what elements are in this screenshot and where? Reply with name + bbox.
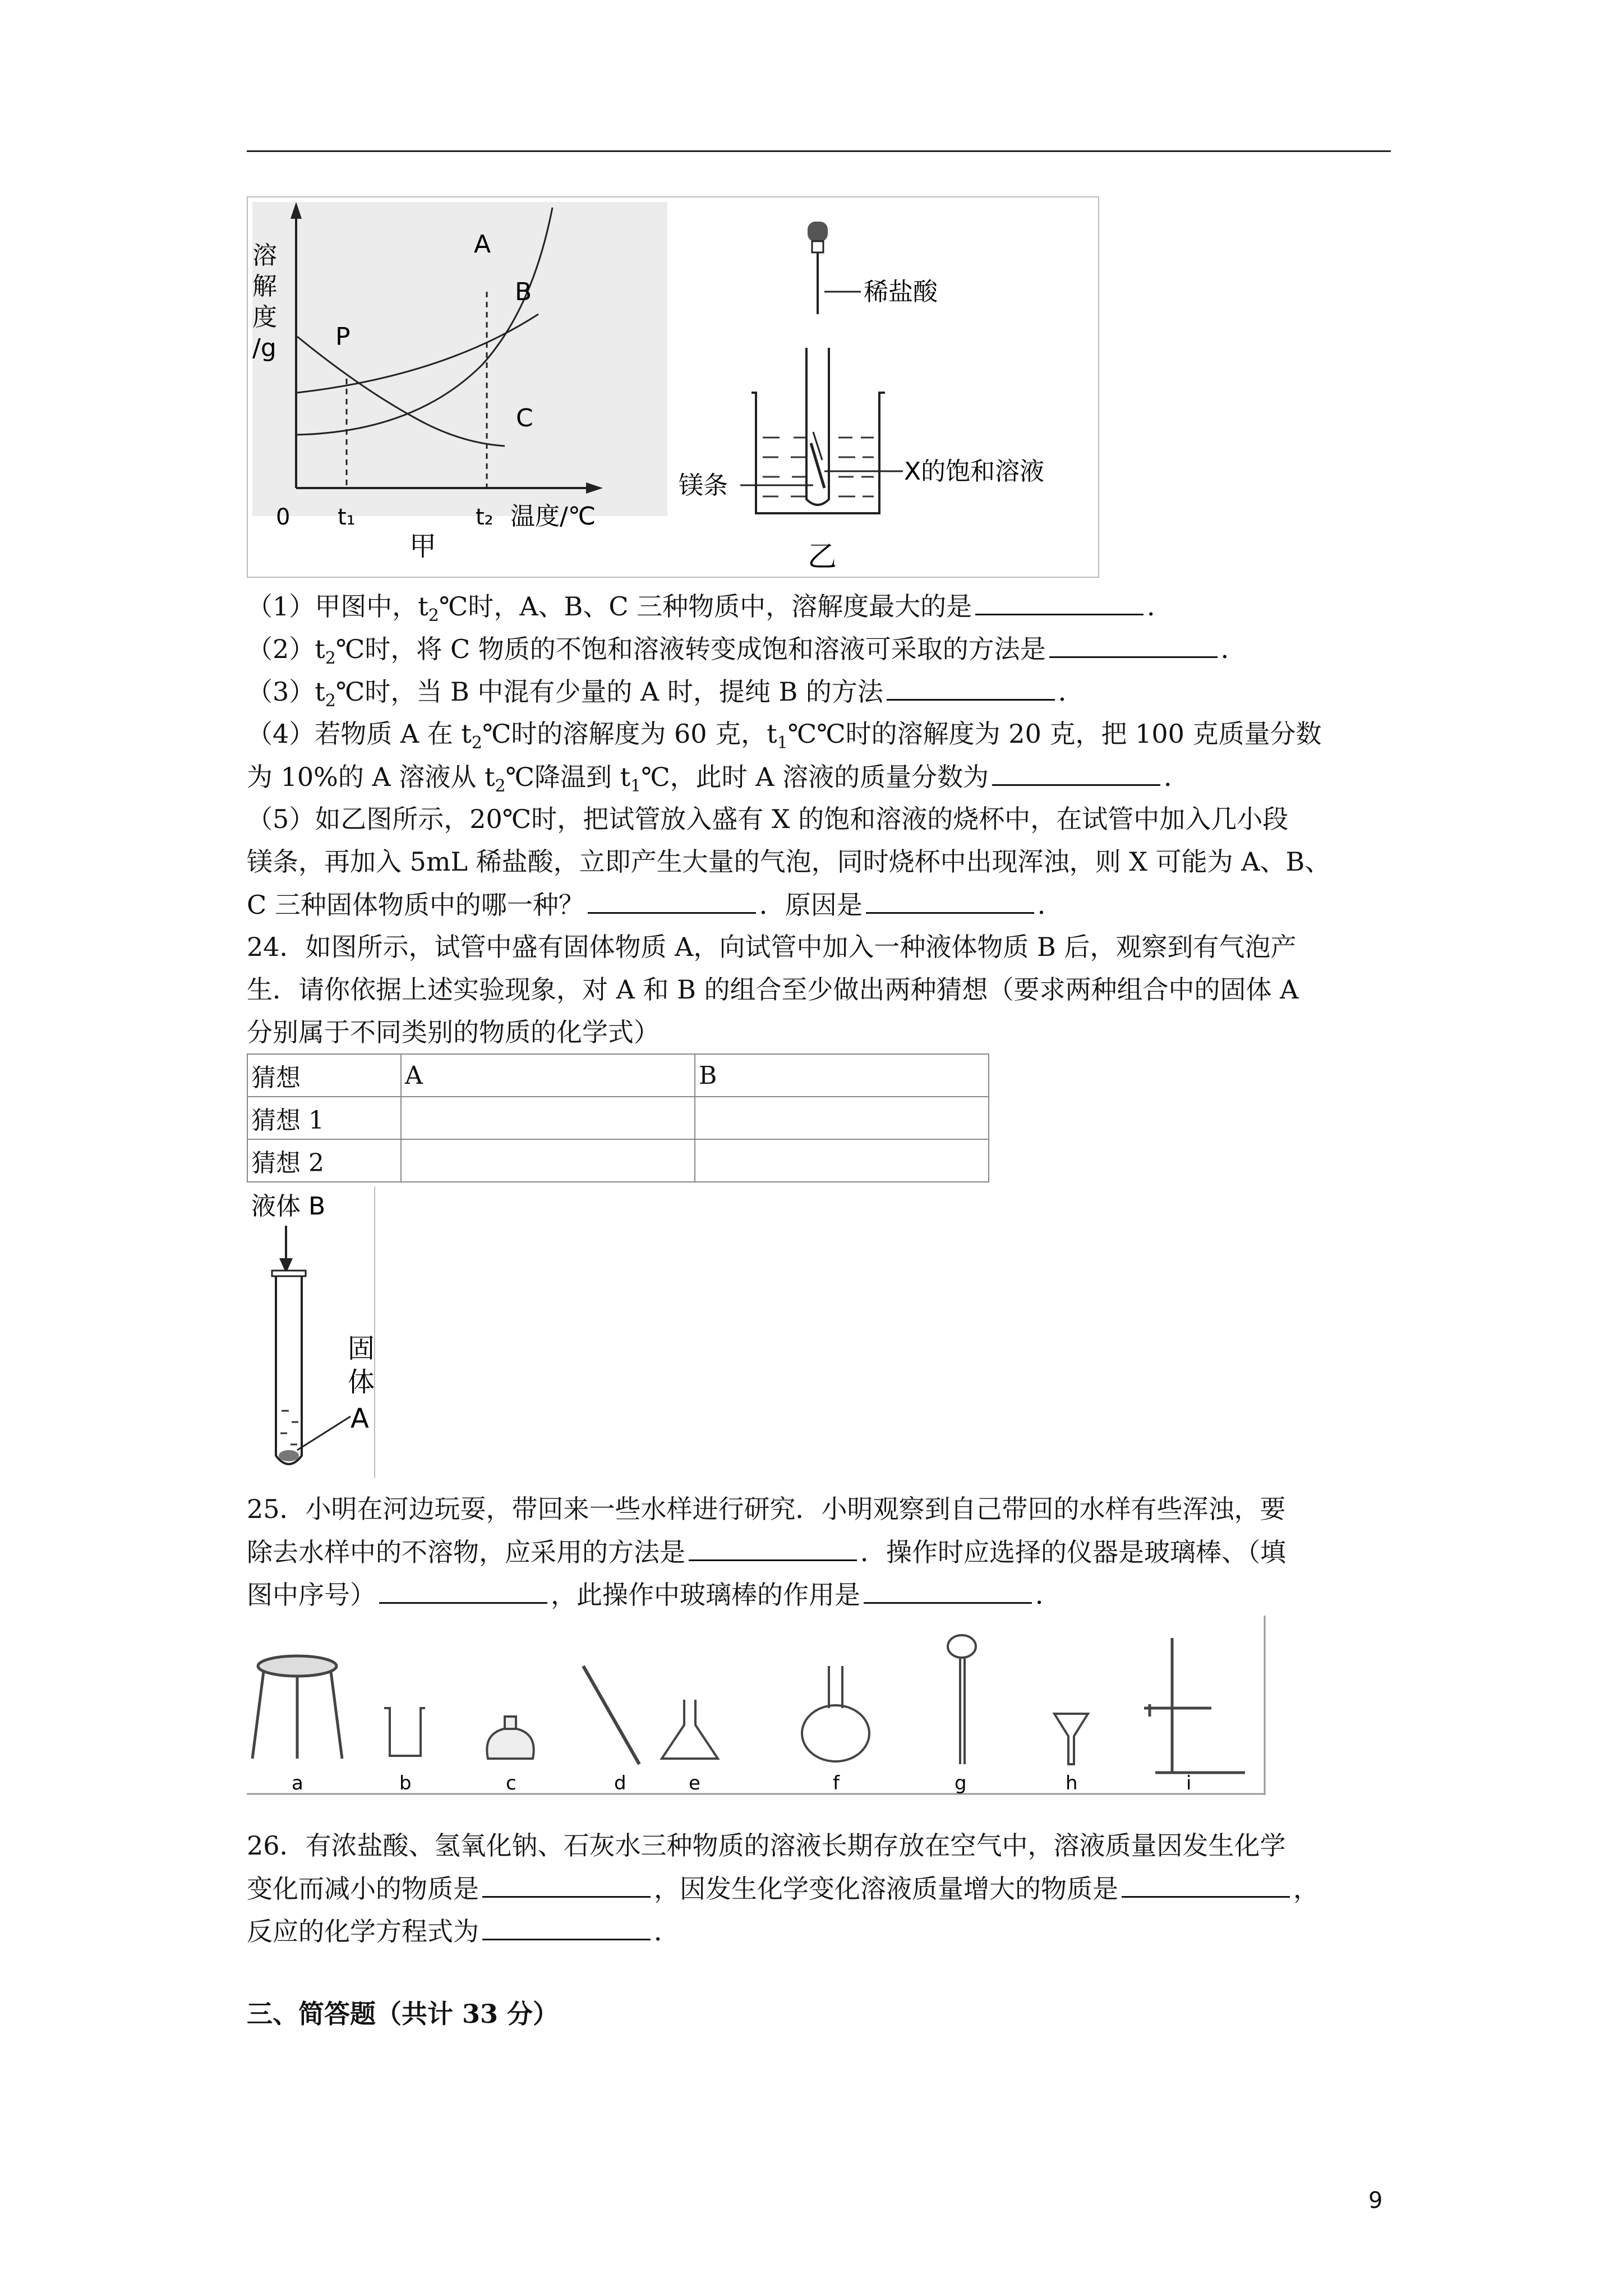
tripod-icon [252,1656,342,1759]
q25-line2: 除去水样中的不溶物，应采用的方法是 ．操作时应选择的仪器是玻璃棒、（填 [247,1535,1286,1569]
answer-blank[interactable] [992,760,1160,786]
table-cell[interactable] [401,1139,695,1182]
caption-yi: 乙 [808,540,837,574]
q24-line3: 分别属于不同类别的物质的化学式） [247,1017,660,1047]
q24-line1: 24．如图所示，试管中盛有固体物质 A，向试管中加入一种液体物质 B 后，观察到有气泡产 [247,932,1297,962]
instrument-label-e: e [689,1772,700,1795]
table-cell[interactable] [695,1097,989,1139]
table-row [247,1097,989,1139]
q23-part5-line2: 镁条，再加入 5mL 稀盐酸，立即产生大量的气泡，同时烧杯中出现浑浊，则 X 可能为 A、B、 [247,846,1331,877]
beaker-icon [384,1708,425,1756]
answer-blank[interactable] [1122,1871,1290,1898]
instrument-label-d: d [614,1772,626,1795]
label-a: A [474,230,491,259]
label-p: P [335,323,351,351]
y-label-3: 度 [252,303,277,332]
label-solid-2: 体 [348,1366,375,1398]
y-label-2: 解 [252,272,277,301]
answer-blank[interactable] [482,1871,651,1898]
table-header-row [247,1054,989,1097]
instrument-label-c: c [506,1772,517,1795]
header-rule [247,150,1391,152]
answer-blank[interactable] [379,1577,547,1604]
answer-blank[interactable] [864,1577,1032,1604]
table-cell[interactable] [695,1139,989,1182]
table-row [247,1139,989,1182]
figure-instruments [247,1616,1267,1801]
q23-part5-line3: C 三种固体物质中的哪一种？ ．原因是 ． [247,887,1063,922]
label-t1: t₁ [338,504,356,530]
label-solid-3: A [351,1403,369,1434]
table-header: A [401,1054,695,1097]
q23-part2: $(2)t_2℃$时，将 C 物质的不饱和溶液转变成饱和溶液可采取的方法是 ． [247,632,1247,675]
caption-jia: 甲 [409,531,437,562]
answer-blank[interactable] [866,887,1034,914]
label-mg: 镁条 [679,471,728,500]
label-c: C [516,404,533,432]
label-solution: X的饱和溶液 [904,457,1045,486]
answer-blank[interactable] [588,887,756,914]
q23-part4-line2: 为 10%的 A 溶液从 $t_2℃$降温到 $t_1℃$，此时 A 溶液的质量分数为 ． [247,760,1189,803]
q26-line2: 变化而减小的物质是 ，因发生化学变化溶液质量增大的物质是 ， [247,1871,1319,1906]
instrument-label-a: a [292,1772,303,1795]
dropper-icon [948,1635,976,1764]
q25-line1: 25．小明在河边玩耍，带回来一些水样进行研究．小明观察到自己带回的水样有些浑浊，要 [247,1494,1286,1524]
instrument-label-b: b [399,1772,412,1795]
answer-blank[interactable] [1049,632,1218,658]
instrument-label-h: h [1066,1772,1078,1795]
conical-flask-icon [662,1700,718,1759]
label-temperature: 温度/℃ [510,502,596,531]
glass-rod-icon [583,1666,639,1764]
funnel-icon [1054,1714,1088,1764]
label-origin: 0 [276,504,291,530]
answer-blank[interactable] [887,674,1055,701]
table-cell[interactable] [401,1097,695,1139]
figure-test-tube [247,1186,376,1478]
alcohol-lamp-icon [487,1717,533,1759]
label-t2: t₂ [476,504,494,530]
table-cell: 猜想 2 [247,1139,401,1182]
instrument-label-i: i [1186,1772,1192,1795]
y-label-4: /g [252,334,276,362]
q25-line3: 图中序号） ，此操作中玻璃棒的作用是 ． [247,1577,1061,1612]
label-liquid-b: 液体 B [251,1192,326,1221]
guess-table [247,1053,989,1182]
label-acid: 稀盐酸 [864,278,938,306]
table-header: B [695,1054,989,1097]
page-number: 9 [1368,2188,1383,2214]
q23-part5-line1: （5）如乙图所示，20℃时，把试管放入盛有 X 的饱和溶液的烧杯中，在试管中加入几小段 [247,804,1289,834]
answer-blank[interactable] [975,589,1144,615]
y-label-1: 溶 [252,241,277,270]
iron-stand-icon [1144,1638,1245,1773]
figure-solubility-and-apparatus [247,196,1099,578]
answer-blank[interactable] [689,1535,857,1561]
instrument-label-g: g [955,1772,967,1795]
q24-line2: 生．请你依据上述实验现象，对 A 和 B 的组合至少做出两种猜想（要求两种组合中的固体 A [247,974,1299,1005]
label-solid-1: 固 [348,1333,375,1364]
section-heading: 三、简答题（共计 33 分） [247,1999,559,2029]
q23-part1: （1）甲图中，$t_2℃$时，A、B、C 三种物质中，溶解度最大的是 ． [247,589,1173,633]
table-cell: 猜想 1 [247,1097,401,1139]
label-b: B [515,278,532,306]
q23-part3: $(3)t_2℃$时，当 B 中混有少量的 A 时，提纯 B 的方法 ． [247,674,1084,718]
round-flask-icon [802,1666,869,1761]
answer-blank[interactable] [482,1914,651,1940]
table-header: 猜想 [247,1054,401,1097]
q26-line1: 26．有浓盐酸、氢氧化钠、石灰水三种物质的溶液长期存放在空气中，溶液质量因发生化学 [247,1830,1286,1861]
instrument-label-f: f [833,1772,840,1795]
q23-part4-line1: （4）若物质 A 在 $t_2℃$时的溶解度为 60 克，$t_1℃℃$时的溶解度为 20 克，把 100 克质量分数 [247,719,1322,753]
q26-line3: 反应的化学方程式为 ． [247,1914,680,1948]
